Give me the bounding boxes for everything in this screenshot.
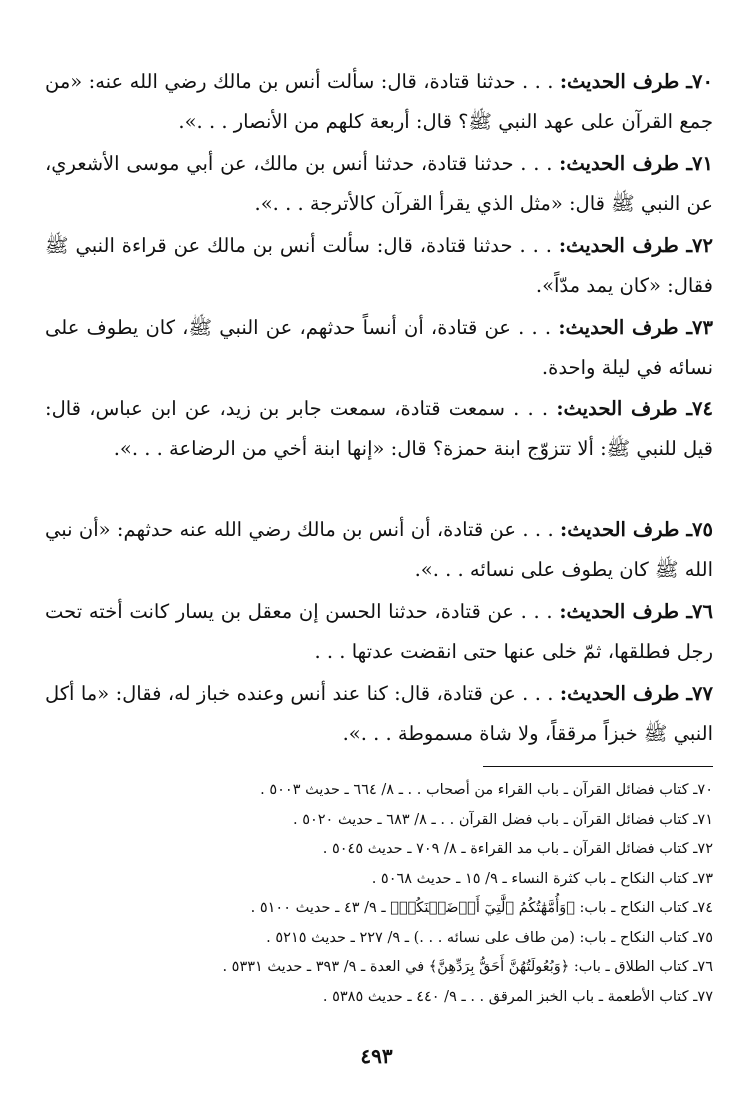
hadith-entry-70 — [45, 62, 713, 142]
entry-lead: ٧٥ـ طرف الحديث: — [560, 518, 713, 541]
entry-text: . . . حدثنا قتادة، قال: سألت أنس بن مالك عن قراءة النبي ﷺ فقال: «كان يمد مدّاً». — [45, 234, 713, 297]
hadith-entry-72 — [45, 226, 713, 306]
footnote: ٧٠ـ كتاب فضائل القرآن ـ باب القراء من أصحاب . . ـ ٨/ ٦٦٤ ـ حديث ٥٠٠٣ . — [260, 782, 713, 798]
entry-lead: ٧٦ـ طرف الحديث: — [559, 600, 713, 623]
entry-lead: ٧٠ـ طرف الحديث: — [559, 70, 713, 93]
hadith-entry-74 — [45, 389, 713, 469]
entry-text: . . . عن قتادة، قال: كنا عند أنس وعنده خباز له، فقال: «ما أكل النبي ﷺ خبزاً مرققاً، ولا شاة مسموطة . . .». — [45, 682, 713, 745]
footnote-separator — [483, 766, 713, 767]
footnote: ٧٦ـ كتاب الطلاق ـ باب: ﴿وَبُعُولَتُهُنَّ أَحَقُّ بِرَدِّهِنَّ﴾ في العدة ـ ٩/ ٣٩٣ ـ حديث ٥٣٣١ . — [222, 959, 713, 975]
hadith-entry-71 — [45, 144, 713, 224]
footnote: ٧٧ـ كتاب الأطعمة ـ باب الخبز المرقق . . ـ ٩/ ٤٤٠ ـ حديث ٥٣٨٥ . — [322, 988, 713, 1005]
hadith-entry-75 — [45, 510, 713, 590]
footnotes — [45, 776, 713, 1012]
entry-lead: ٧١ـ طرف الحديث: — [559, 152, 713, 175]
footnote: ٧٢ـ كتاب فضائل القرآن ـ باب مد القراءة ـ ٨/ ٧٠٩ ـ حديث ٥٠٤٥ . — [322, 841, 713, 857]
footnote: ٧٥ـ كتاب النكاح ـ باب: (من طاف على نسائه . . .) ـ ٩/ ٢٢٧ ـ حديث ٥٢١٥ . — [266, 929, 713, 946]
entry-lead: ٧٤ـ طرف الحديث: — [556, 397, 713, 420]
entry-text: . . . سمعت قتادة، سمعت جابر بن زيد، عن ابن عباس، قال: قيل للنبي ﷺ: ألا تتزوّج ابنة حمزة؟ قال: «إنها ابنة أخي من الرضاعة . . .». — [45, 397, 713, 460]
entry-text: . . . عن قتادة، أن أنساً حدثهم، عن النبي ﷺ، كان يطوف على نسائه في ليلة واحدة. — [45, 316, 713, 379]
entry-lead: ٧٢ـ طرف الحديث: — [558, 234, 713, 257]
entry-text: . . . عن قتادة، حدثنا الحسن إن معقل بن يسار كانت أخته تحت رجل فطلقها، ثمّ خلى عنها حتى انقضت عدتها . . . — [45, 600, 713, 663]
entry-text: . . . حدثنا قتادة، حدثنا أنس بن مالك، عن أبي موسى الأشعري، عن النبي ﷺ قال: «مثل الذي يقرأ القرآن كالأترجة . . .». — [45, 152, 713, 215]
entry-lead: ٧٧ـ طرف الحديث: — [559, 682, 713, 705]
page-number: ٤٩٣ — [360, 1044, 393, 1068]
entry-lead: ٧٣ـ طرف الحديث: — [558, 316, 713, 339]
footnote: ٧٣ـ كتاب النكاح ـ باب كثرة النساء ـ ٩/ ١٥ ـ حديث ٥٠٦٨ . — [371, 870, 713, 887]
entry-text: . . . حدثنا قتادة، قال: سألت أنس بن مالك رضي الله عنه: «من جمع القرآن على عهد النبي ﷺ؟ قال: أربعة كلهم من الأنصار . . .». — [45, 70, 713, 133]
hadith-entry-77 — [45, 674, 713, 754]
hadith-entry-73 — [45, 308, 713, 388]
footnote: ٧٤ـ كتاب النكاح ـ باب: ﴿وَأُمَّهَٰتُكُمُ ٱلَّٰتِيٓ أَرۡضَعۡنَكُمۡ﴾ ـ ٩/ ٤٣ ـ حديث ٥١٠٠ . — [250, 900, 713, 916]
footnote: ٧١ـ كتاب فضائل القرآن ـ باب فضل القرآن . . ـ ٨/ ٦٨٣ ـ حديث ٥٠٢٠ . — [292, 811, 713, 828]
entry-text: . . . عن قتادة، أن أنس بن مالك رضي الله عنه حدثهم: «أن نبي الله ﷺ كان يطوف على نسائه . . .». — [45, 518, 713, 581]
hadith-entry-76 — [45, 592, 713, 672]
